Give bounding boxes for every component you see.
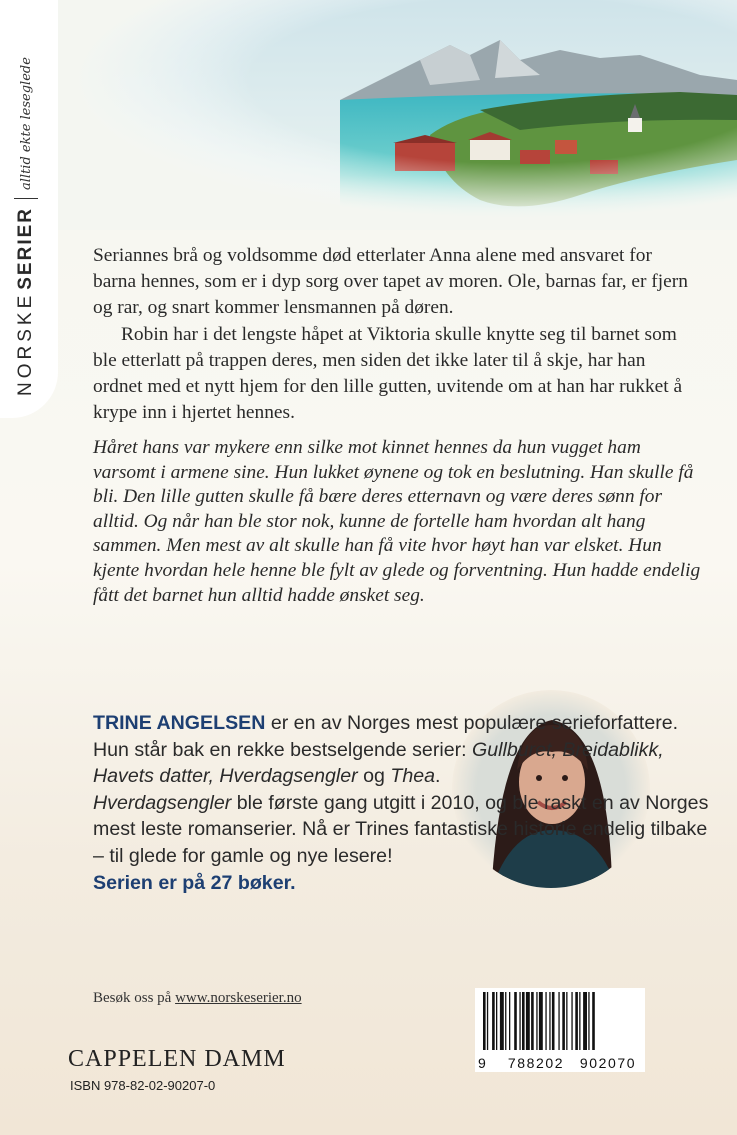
publisher-logo: CAPPELEN DAMM <box>68 1046 286 1072</box>
series-title-hverdagsengler: Hverdagsengler <box>93 791 232 814</box>
barcode-lead-digit: 9 <box>478 1055 488 1071</box>
series-name-norske: NORSKE <box>15 291 36 396</box>
series-banner <box>0 0 58 418</box>
series-titles-1: Gullburet, Breidablikk, Havets datter, Hverdagsengler <box>93 738 664 788</box>
landscape-illustration <box>0 0 737 230</box>
isbn-number: ISBN 978-82-02-90207-0 <box>70 1078 216 1093</box>
author-bio <box>93 710 713 896</box>
blurb-paragraph-2: Robin har i det lengste håpet at Viktoria skulle knytte seg til barnet som ble etterlatt på trappen deres, men siden det ikke later til å skje, har han ordnet med et nytt hjem for den lille gutten, uvitende om at han har rukket å krype inn i hjertet hennes. <box>93 323 683 424</box>
book-excerpt: Håret hans var mykere enn silke mot kinnet hennes da hun vugget ham varsomt i armene sine. Hun lukket øynene og tok en beslutning. Han skulle få bli. Den lille gutten skulle få bære deres etternavn og være deres sønn for alltid. Og når han ble stor nok, kunne de fortelle ham hvordan alt hang sammen. Men mest av alt skulle han få vite hvor høyt han var elsket. Hun kjente hvordan hele henne ble fylt av glede og forventning. Hun hadde endelig fått det barnet hun alltid hadde ønsket seg. <box>93 437 701 606</box>
barcode-group-1: 788202 <box>507 1055 565 1071</box>
barcode-group-2: 902070 <box>579 1055 637 1071</box>
series-book-count: Serien er på 27 bøker. <box>93 871 296 894</box>
series-logo <box>14 57 38 396</box>
series-title-thea: Thea <box>390 765 436 788</box>
book-blurb <box>93 243 693 426</box>
blurb-paragraph-1: Seriannes brå og voldsomme død etterlater Anna alene med ansvaret for barna hennes, som er i dyp sorg over tapet av moren. Ole, barnas far, er fjern og rar, og snart kommer lensmannen på døren. <box>93 245 688 319</box>
barcode-icon <box>475 988 645 1052</box>
author-bio-text-3: . <box>435 765 441 788</box>
visit-label: Besøk oss på <box>93 990 176 1006</box>
barcode-digits <box>475 1055 645 1071</box>
series-tagline: alltid ekte leseglede <box>18 57 34 190</box>
logo-divider <box>14 198 38 199</box>
author-bio-text-2: og <box>357 765 391 788</box>
author-bio-text-1: er en av Norges mest populære serieforfattere. Hun står bak en rekke bestselgende serier: <box>93 712 679 761</box>
author-name: TRINE ANGELSEN <box>93 712 266 734</box>
author-bio-text-4: ble første gang utgitt i 2010, og ble raskt en av Norges mest leste romanserier. Nå er Trines fantastiske historie endelig tilbake – til glede for gamle og nye lesere! <box>93 791 709 867</box>
series-name-serier: SERIER <box>15 207 36 290</box>
website-link[interactable]: www.norskeserier.no <box>175 990 302 1006</box>
website-line <box>93 990 302 1007</box>
